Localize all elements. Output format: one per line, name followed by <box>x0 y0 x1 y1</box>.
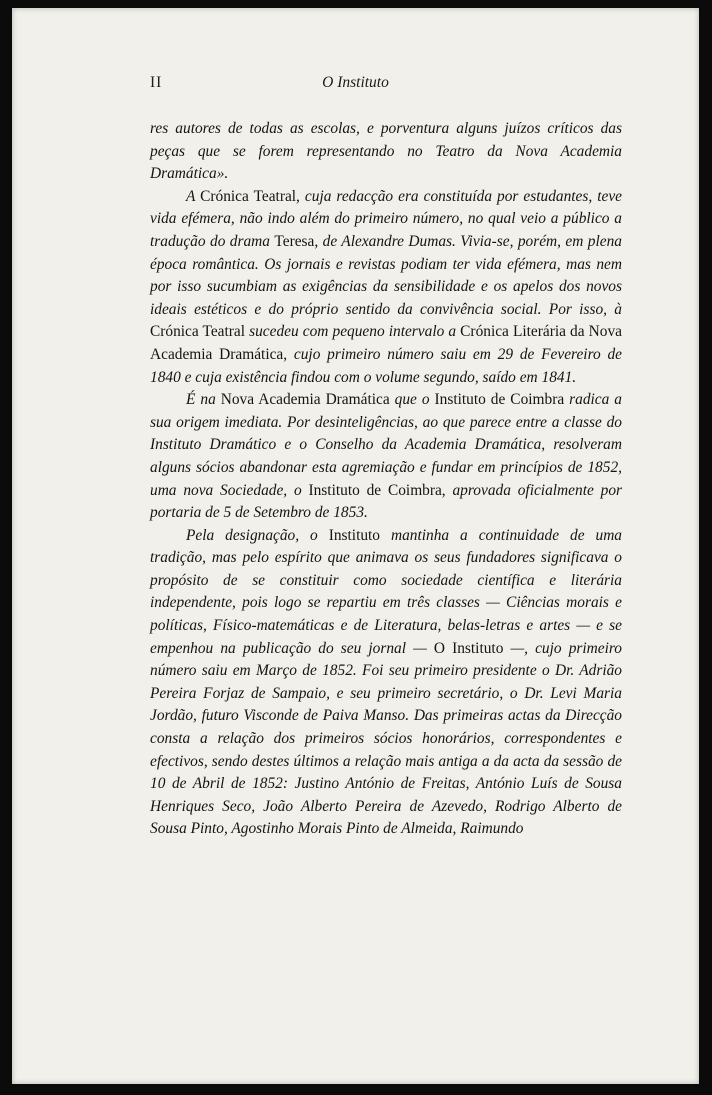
roman-text-run: Crónica Teatral <box>150 323 246 341</box>
italic-text-run: cujo primeiro número saiu em 29 de Fevereiro de 1840 e cuja existência findou com o volume segundo, saído em 1841. <box>150 345 622 386</box>
paragraph-cronica-teatral <box>150 186 622 389</box>
italic-text-run: cuja redacção era constituída por estudantes, teve vida efémera, não indo além do primeiro número, no qual veio a público a tradução do drama <box>150 187 622 250</box>
italic-text-run: que o <box>389 391 435 409</box>
italic-text-run: A <box>186 187 201 205</box>
page-number: II <box>150 74 163 91</box>
italic-text-run: res autores de todas as escolas, e porventura alguns juízos críticos das peças que se forem representando no Teatro da Nova Academia Dramática». <box>150 120 622 183</box>
italic-text-run: Pela designação, o <box>186 526 329 544</box>
roman-text-run: Instituto de Coimbra <box>434 391 565 409</box>
roman-text-run: Crónica Literária da Nova Academia Dramática, <box>150 323 622 363</box>
italic-text-run: radica a sua origem imediata. Por desinteligências, ao que parece entre a classe do Instituto Dramático e o Conselho da Academia Dramática, resolveram alguns sócios abandonar esta agremiação e fundar em princípios de 1852, uma nova Sociedade, o <box>150 391 623 499</box>
paragraph-designacao <box>150 525 622 841</box>
italic-text-run: —, cujo primeiro número saiu em Março de 1852. Foi seu primeiro presidente o Dr. Adrião Pereira Forjaz de Sampaio, e seu primeiro secretário, o Dr. Levi Maria Jordão, futuro Visconde de Paiva Manso. Das primeiras actas da Direcção consta a relação dos primeiros sócios honorários, correspondentes e efectivos, sendo destes últimos a relação mais antiga a da acta da sessão de 10 de Abril de 1852: Justino António de Freitas, António Luís de Sousa Henriques Seco, João Alberto Pereira de Azevedo, Rodrigo Alberto de Sousa Pinto, Agostinho Morais Pinto de Almeida, Raimundo <box>150 639 622 838</box>
roman-text-run: O Instituto <box>433 639 504 657</box>
roman-text-run: Crónica Teatral, <box>200 187 300 205</box>
italic-text-run: aprovada oficialmente por portaria de 5 de Setembro de 1853. <box>150 481 623 522</box>
italic-text-run: sucedeu com pequeno intervalo a <box>245 323 461 341</box>
roman-text-run: Nova Academia Dramática <box>220 391 390 409</box>
paragraph-nova-academia <box>150 389 622 525</box>
italic-text-run: mantinha a continuidade de uma tradição, mas pelo espírito que animava os seus fundadores significava o propósito de se constituir como sociedade científica e literária independente, pois logo se repartiu em três classes — Ciências morais e políticas, Físico-matemáticas e de Literatura, belas-letras e artes — e se empenhou na publicação do seu jornal — <box>150 526 622 657</box>
roman-text-run: Instituto de Coimbra, <box>308 481 446 499</box>
running-title: O Instituto <box>322 74 389 91</box>
italic-text-run: É na <box>186 391 221 409</box>
italic-text-run: de Alexandre Dumas. Vivia-se, porém, em plena época romântica. Os jornais e revistas podiam ter vida efémera, mas nem por isso sucumbiam as exigências da sensibilidade e os apelos dos novos ideais estéticos e do próprio sentido da convivência social. Por isso, à <box>150 232 622 318</box>
roman-text-run: Instituto <box>328 526 381 544</box>
roman-text-run: Teresa, <box>274 232 319 250</box>
body-text <box>150 118 622 841</box>
book-page <box>12 8 699 1084</box>
paragraph-continuation <box>150 118 622 186</box>
